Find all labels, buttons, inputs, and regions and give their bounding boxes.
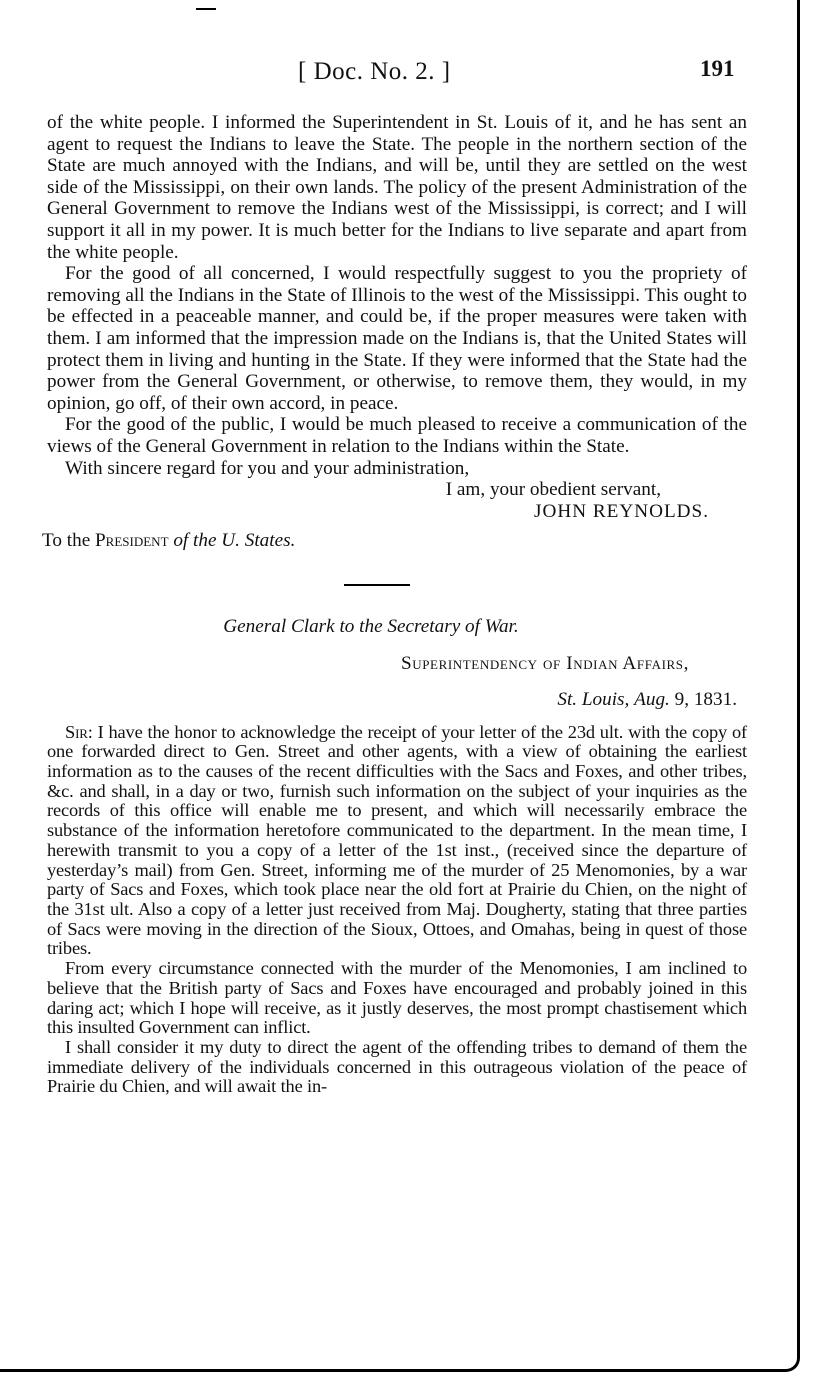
addressee-title: President (95, 530, 169, 552)
letter2-paragraph: From every circumstance connected with the murder of the Menomonies, I am inclined to believe that the British party of Sacs and Foxes have encouraged and probably joined in this daring act; which I hope will receive, as it justly deserves, the most prompt chastisement which this insulted Government can inflict. (47, 958, 747, 1038)
letter1-valediction: I am, your obedient servant, (445, 479, 661, 501)
letter2-paragraph-text: I have the honor to acknowledge the receipt of your letter of the 23d ult. with the copy of one forwarded direct to Gen. Street and other agents, with a view of obtaining the earliest information as to the causes of the recent difficulties with the Sacs and Foxes, and other tribes, &c. and shall, in a day or two, furnish such information on the subject of your inquiries as the records of this office will enable me to present, and which will necessarily embrace the substance of the information heretofore communicated to the department. In the mean time, I herewith transmit to you a copy of a letter of the 1st inst., (received since the departure of yesterday’s mail) from Gen. Street, informing me of the murder of 25 Menomonies, by a war party of Sacs and Foxes, which took place near the old fort at Prairie du Chien, on the night of the 31st ult. Also a copy of a letter just received from Maj. Dougherty, stating that three parties of Sacs were moving in the direction of the Sioux, Ottoes, and Omahas, being in quest of those tribes. (47, 721, 748, 959)
page-notch (196, 0, 216, 10)
letter2-body (47, 723, 747, 1097)
letter1-paragraph: For the good of the public, I would be much pleased to receive a communication of the views of the General Government in relation to the Indians within the State. (47, 414, 747, 457)
addressee-suffix: of the U. States. (173, 530, 296, 552)
letter1-paragraph: of the white people. I informed the Superintendent in St. Louis of it, and he has sent an agent to request the Indians to leave the State. The people in the northern section of the State are much annoyed with the Indians, and will be, until they are settled on the west side of the Mississippi, on their own lands. The policy of the present Administration of the General Government to remove the Indians west of the Mississippi, is correct; and I will support it all in my power. It is much better for the Indians to live separate and apart from the white people. (47, 112, 747, 263)
dateline-day-year: 9, 1831. (674, 689, 737, 711)
signature-name: JOHN REYNOLDS. (534, 500, 709, 522)
letter1-addressee (42, 530, 747, 552)
letter1-closing: With sincere regard for you and your administration, (65, 457, 470, 479)
letter2-dateline (47, 689, 747, 711)
running-header (0, 58, 800, 92)
letter2-paragraph (47, 723, 747, 959)
letter1-paragraph: For the good of all concerned, I would respectfully suggest to you the propriety of removing all the Indians in the State of Illinois to the west of the Mississippi. This ought to be effected in a peaceable manner, and could be, if the proper measures were taken with them. I am informed that the impression made on the Indians is, that the United States will protect them in living and hunting in the State. If they were informed that the State had the power from the General Government, or otherwise, to remove them, they would, in my opinion, go off, of their own accord, in peace. (47, 263, 747, 414)
salutation: Sir: (65, 721, 93, 742)
section-divider (344, 584, 410, 586)
letter2-title: General Clark to the Secretary of War. (223, 615, 519, 637)
letter2-office: Superintendency of Indian Affairs, (400, 653, 689, 675)
page-number: 191 (700, 56, 735, 81)
letter2-paragraph: I shall consider it my duty to direct the agent of the offending tribes to demand of them the immediate delivery of the individuals concerned in this outrageous violation of the peace of Prairie du Chien, and will await the in- (47, 1036, 747, 1097)
letter1-signature (47, 501, 747, 523)
page-body (42, 112, 748, 1097)
dateline-place: St. Louis, (557, 689, 630, 711)
document-number: [ Doc. No. 2. ] (298, 58, 451, 85)
addressee-prefix: To the (42, 530, 91, 552)
dateline-month: Aug. (634, 689, 670, 711)
